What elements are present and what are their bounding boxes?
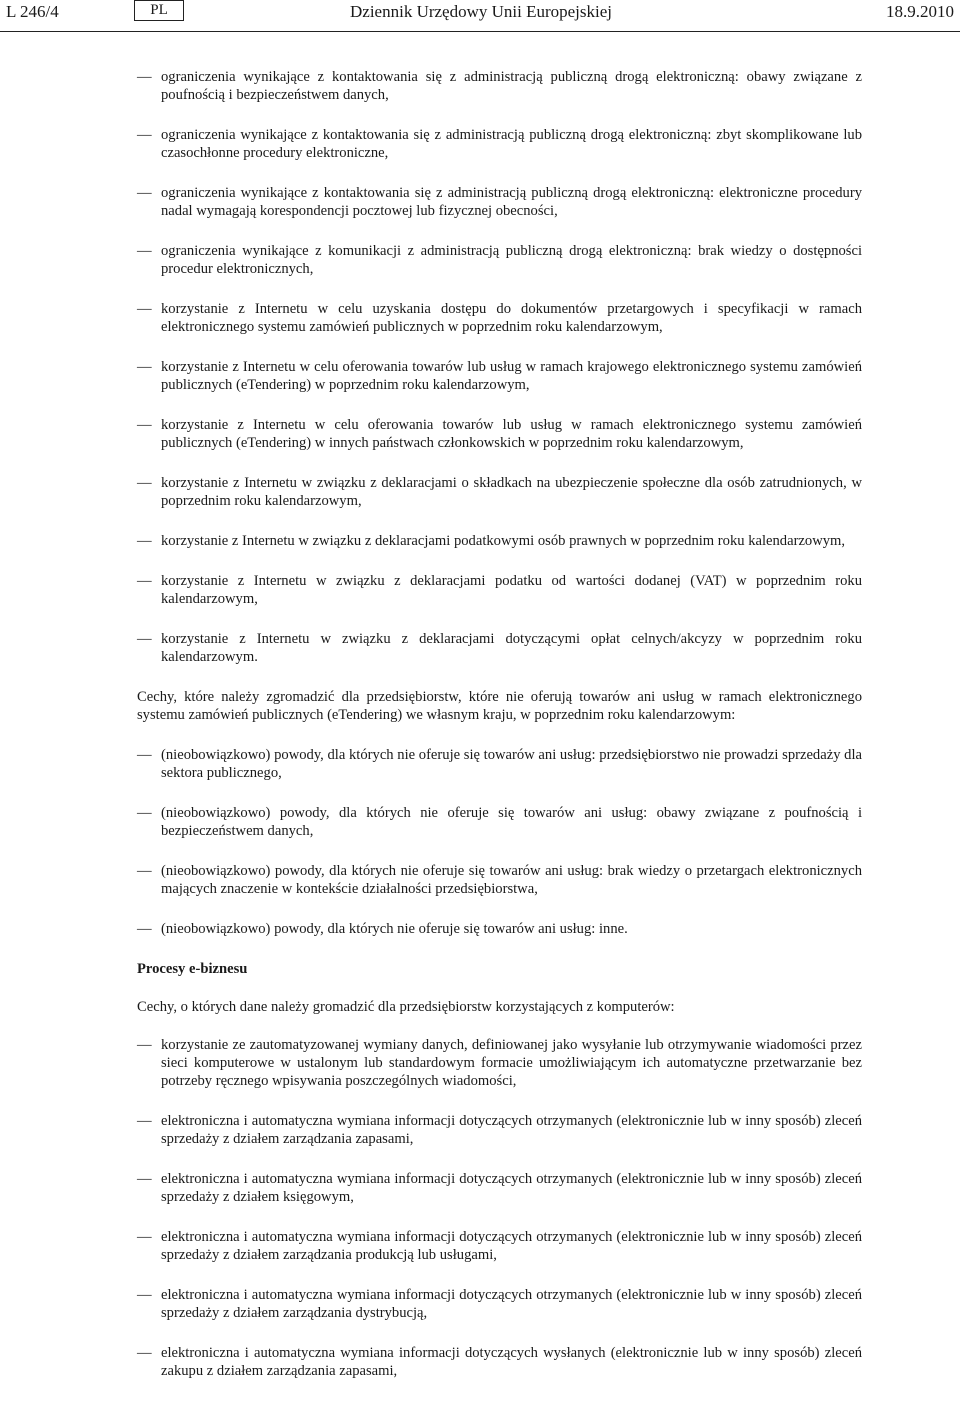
dash-bullet: — [137, 185, 152, 201]
list-item-text: (nieobowiązkowo) powody, dla których nie oferuje się towarów ani usług: brak wiedzy o przetargach elektronicznych mających znaczenie w kontekście działalności przedsiębiorstwa, [161, 863, 862, 897]
dash-bullet: — [137, 1229, 152, 1245]
list-item-text: korzystanie z Internetu w związku z deklaracjami dotyczącymi opłat celnych/akcyzy w poprzednim roku kalendarzowym. [161, 631, 862, 665]
list-item-text: korzystanie z Internetu w związku z deklaracjami o składkach na ubezpieczenie społeczne dla osób zatrudnionych, w poprzednim roku kalendarzowym, [161, 475, 862, 509]
list-item [137, 184, 862, 220]
dash-bullet: — [137, 127, 152, 143]
list-item-text: ograniczenia wynikające z komunikacji z administracją publiczną drogą elektroniczną: brak wiedzy o dostępności procedur elektronicznych, [161, 243, 862, 277]
list-item-text: korzystanie z Internetu w związku z deklaracjami podatkowymi osób prawnych w poprzednim roku kalendarzowym, [161, 533, 846, 549]
dash-bullet: — [137, 533, 152, 549]
dash-bullet: — [137, 243, 152, 259]
list-item-text: elektroniczna i automatyczna wymiana informacji dotyczących otrzymanych (elektronicznie lub w inny sposób) zleceń sprzedaży z działem księgowym, [161, 1171, 862, 1205]
dash-bullet: — [137, 1287, 152, 1303]
dash-bullet: — [137, 805, 152, 821]
list-item-text: korzystanie ze zautomatyzowanej wymiany danych, definiowanej jako wysyłanie lub otrzymywanie wiadomości przez sieci komputerowe w ustalonym lub standardowym formacie umożliwiającym ich automatyczne przetwarzanie bez potrzeby ręcznego wpisywania poszczególnych wiadomości, [161, 1037, 862, 1089]
list-item-text: korzystanie z Internetu w celu uzyskania dostępu do dokumentów przetargowych i specyfikacji w ramach elektronicznego systemu zamówień publicznych w poprzednim roku kalendarzowym, [161, 301, 862, 335]
dash-bullet: — [137, 573, 152, 589]
dash-bullet: — [137, 1113, 152, 1129]
dash-bullet: — [137, 1037, 152, 1053]
list-item-text: (nieobowiązkowo) powody, dla których nie oferuje się towarów ani usług: inne. [161, 921, 628, 937]
dash-bullet: — [137, 747, 152, 763]
document-body [137, 68, 862, 1402]
dash-bullet: — [137, 417, 152, 433]
list-ebusiness-processes [137, 1036, 862, 1380]
list-item [137, 804, 862, 840]
dash-bullet: — [137, 301, 152, 317]
list-item-text: elektroniczna i automatyczna wymiana informacji dotyczących otrzymanych (elektronicznie lub w inny sposób) zleceń sprzedaży z działem zarządzania produkcją lub usługami, [161, 1229, 862, 1263]
list-item [137, 532, 862, 550]
page-header [0, 0, 960, 40]
publication-date: 18.9.2010 [886, 2, 954, 21]
list-item [137, 1170, 862, 1206]
list-item [137, 572, 862, 608]
list-item-text: ograniczenia wynikające z kontaktowania się z administracją publiczną drogą elektroniczną: obawy związane z poufnością i bezpieczeństwem danych, [161, 69, 862, 103]
list-item [137, 358, 862, 394]
list-item-text: korzystanie z Internetu w związku z deklaracjami podatku od wartości dodanej (VAT) w poprzednim roku kalendarzowym, [161, 573, 862, 607]
dash-bullet: — [137, 921, 152, 937]
header-divider [0, 31, 960, 32]
section-heading: Procesy e-biznesu [137, 961, 248, 977]
list-item [137, 1228, 862, 1264]
dash-bullet: — [137, 359, 152, 375]
list-item-text: (nieobowiązkowo) powody, dla których nie oferuje się towarów ani usług: obawy związane z poufnością i bezpieczeństwem danych, [161, 805, 862, 839]
list-item [137, 1344, 862, 1380]
list-item [137, 746, 862, 782]
list-item [137, 416, 862, 452]
list-item [137, 474, 862, 510]
list-item [137, 1036, 862, 1090]
language-code: PL [134, 0, 184, 21]
dash-bullet: — [137, 863, 152, 879]
dash-bullet: — [137, 475, 152, 491]
list-item-text: elektroniczna i automatyczna wymiana informacji dotyczących otrzymanych (elektronicznie lub w inny sposób) zleceń sprzedaży z działem zarządzania dystrybucją, [161, 1287, 862, 1321]
list-item [137, 630, 862, 666]
list-item-text: elektroniczna i automatyczna wymiana informacji dotyczących otrzymanych (elektronicznie lub w inny sposób) zleceń sprzedaży z działem zarządzania zapasami, [161, 1113, 862, 1147]
paragraph-ebusiness-characteristics: Cechy, o których dane należy gromadzić dla przedsiębiorstw korzystających z komputerów: [137, 999, 675, 1015]
dash-bullet: — [137, 631, 152, 647]
list-item [137, 242, 862, 278]
list-item-text: ograniczenia wynikające z kontaktowania się z administracją publiczną drogą elektroniczną: zbyt skomplikowane lub czasochłonne procedury elektroniczne, [161, 127, 862, 161]
list-item [137, 1286, 862, 1322]
paragraph-etendering-characteristics: Cechy, które należy zgromadzić dla przedsiębiorstw, które nie oferują towarów ani usług w ramach elektronicznego systemu zamówień publicznych (eTendering) we własnym kraju, w poprzednim roku kalendarzowym: [137, 689, 862, 723]
page-number: L 246/4 [6, 2, 59, 21]
list-item-text: (nieobowiązkowo) powody, dla których nie oferuje się towarów ani usług: przedsiębiorstwo nie prowadzi sprzedaży dla sektora publicznego, [161, 747, 862, 781]
list-item [137, 920, 862, 938]
dash-bullet: — [137, 1171, 152, 1187]
list-item [137, 68, 862, 104]
list-item [137, 1112, 862, 1148]
list-item-text: korzystanie z Internetu w celu oferowania towarów lub usług w ramach elektronicznego systemu zamówień publicznych (eTendering) w innych państwach członkowskich w poprzednim roku kalendarzowym, [161, 417, 862, 451]
list-item [137, 300, 862, 336]
journal-title: Dziennik Urzędowy Unii Europejskiej [350, 2, 613, 21]
list-internet-egovernment [137, 68, 862, 666]
list-item-text: elektroniczna i automatyczna wymiana informacji dotyczących wysłanych (elektronicznie lub w inny sposób) zleceń zakupu z działem zarządzania zapasami, [161, 1345, 862, 1379]
dash-bullet: — [137, 1345, 152, 1361]
list-item [137, 862, 862, 898]
dash-bullet: — [137, 69, 152, 85]
list-item-text: korzystanie z Internetu w celu oferowania towarów lub usług w ramach krajowego elektronicznego systemu zamówień publicznych (eTendering) w poprzednim roku kalendarzowym, [161, 359, 862, 393]
list-optional-reasons [137, 746, 862, 938]
list-item-text: ograniczenia wynikające z kontaktowania się z administracją publiczną drogą elektroniczną: elektroniczne procedury nadal wymagają korespondencji pocztowej lub fizycznej obecności, [161, 185, 862, 219]
list-item [137, 126, 862, 162]
